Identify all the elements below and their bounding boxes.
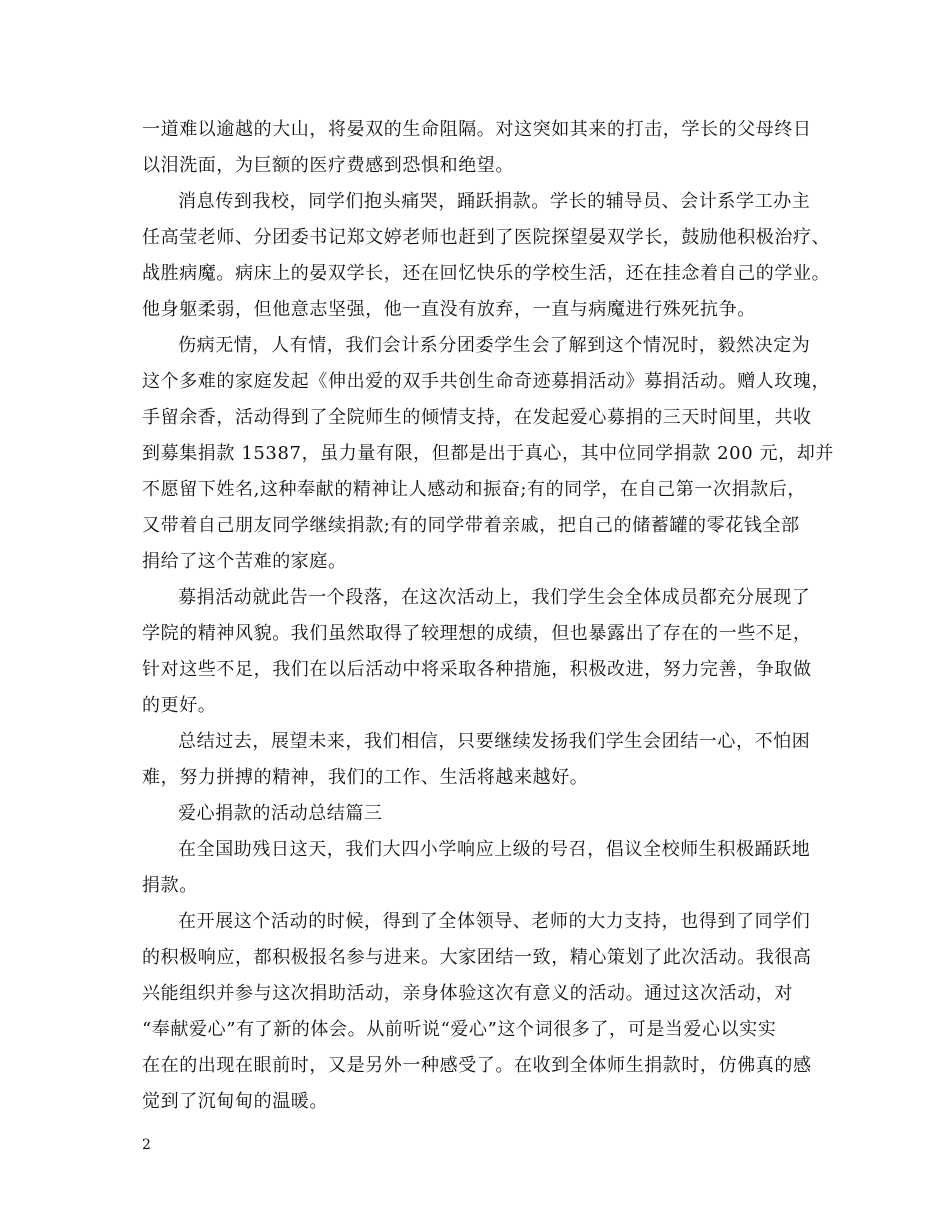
section-heading: 爱心捐款的活动总结篇三 bbox=[178, 803, 383, 824]
text-line: 捐款。 bbox=[142, 875, 198, 896]
text-line: 一道难以逾越的大山，将晏双的生命阻隔。对这突如其来的打击，学长的父母终日 bbox=[142, 119, 812, 140]
text-line: 他身躯柔弱，但他意志坚强，他一直没有放弃，一直与病魔进行殊死抗争。 bbox=[142, 299, 756, 320]
text-line: 的积极响应，都积极报名参与进来。大家团结一致，精心策划了此次活动。我很高 bbox=[142, 947, 812, 968]
text-line: 觉到了沉甸甸的温暖。 bbox=[142, 1091, 328, 1112]
text-line: 消息传到我校，同学们抱头痛哭，踊跃捐款。学长的辅导员、会计系学工办主 bbox=[178, 191, 811, 212]
text-line: 以泪洗面，为巨额的医疗费感到恐惧和绝望。 bbox=[142, 155, 514, 176]
text-line: “奉献爱心”有了新的体会。从前听说“爱心”这个词很多了，可是当爱心以实实 bbox=[142, 1019, 777, 1040]
text-line: 不愿留下姓名,这种奉献的精神让人感动和振奋;有的同学，在自己第一次捐款后， bbox=[142, 479, 806, 500]
text-line: 手留余香，活动得到了全院师生的倾情支持，在发起爱心募捐的三天时间里，共收 bbox=[142, 407, 812, 428]
page-number: 2 bbox=[142, 1137, 151, 1153]
text-line: 任高莹老师、分团委书记郑文婷老师也赶到了医院探望晏双学长，鼓励他积极治疗、 bbox=[142, 227, 831, 248]
text-line: 在开展这个活动的时候，得到了全体领导、老师的大力支持，也得到了同学们 bbox=[178, 911, 811, 932]
text-line: 又带着自己朋友同学继续捐款;有的同学带着亲戚，把自己的储蓄罐的零花钱全部 bbox=[142, 515, 800, 536]
text-line: 兴能组织并参与这次捐助活动，亲身体验这次有意义的活动。通过这次活动，对 bbox=[142, 983, 793, 1004]
text-line: 伤病无情，人有情，我们会计系分团委学生会了解到这个情况时，毅然决定为 bbox=[178, 335, 811, 356]
text-line: 总结过去，展望未来，我们相信，只要继续发扬我们学生会团结一心，不怕困 bbox=[178, 731, 811, 752]
text-line: 的更好。 bbox=[142, 695, 217, 716]
text-line: 这个多难的家庭发起《伸出爱的双手共创生命奇迹募捐活动》募捐活动。赠人玫瑰， bbox=[142, 371, 831, 392]
text-line: 到募集捐款 15387，虽力量有限，但都是出于真心，其中位同学捐款 200 元，却并 bbox=[142, 443, 834, 464]
text-line: 学院的精神风貌。我们虽然取得了较理想的成绩，但也暴露出了存在的一些不足， bbox=[142, 623, 812, 644]
text-line: 在全国助残日这天，我们大四小学响应上级的号召，倡议全校师生积极踊跃地 bbox=[178, 839, 811, 860]
text-line: 难，努力拼搏的精神，我们的工作、生活将越来越好。 bbox=[142, 767, 589, 788]
text-line: 在在的出现在眼前时，又是另外一种感受了。在收到全体师生捐款时，仿佛真的感 bbox=[142, 1055, 812, 1076]
text-line: 针对这些不足，我们在以后活动中将采取各种措施，积极改进，努力完善，争取做 bbox=[142, 659, 812, 680]
text-line: 捐给了这个苦难的家庭。 bbox=[142, 551, 347, 572]
text-line: 战胜病魔。病床上的晏双学长，还在回忆快乐的学校生活，还在挂念着自己的学业。 bbox=[142, 263, 831, 284]
text-line: 募捐活动就此告一个段落，在这次活动上，我们学生会全体成员都充分展现了 bbox=[178, 587, 811, 608]
